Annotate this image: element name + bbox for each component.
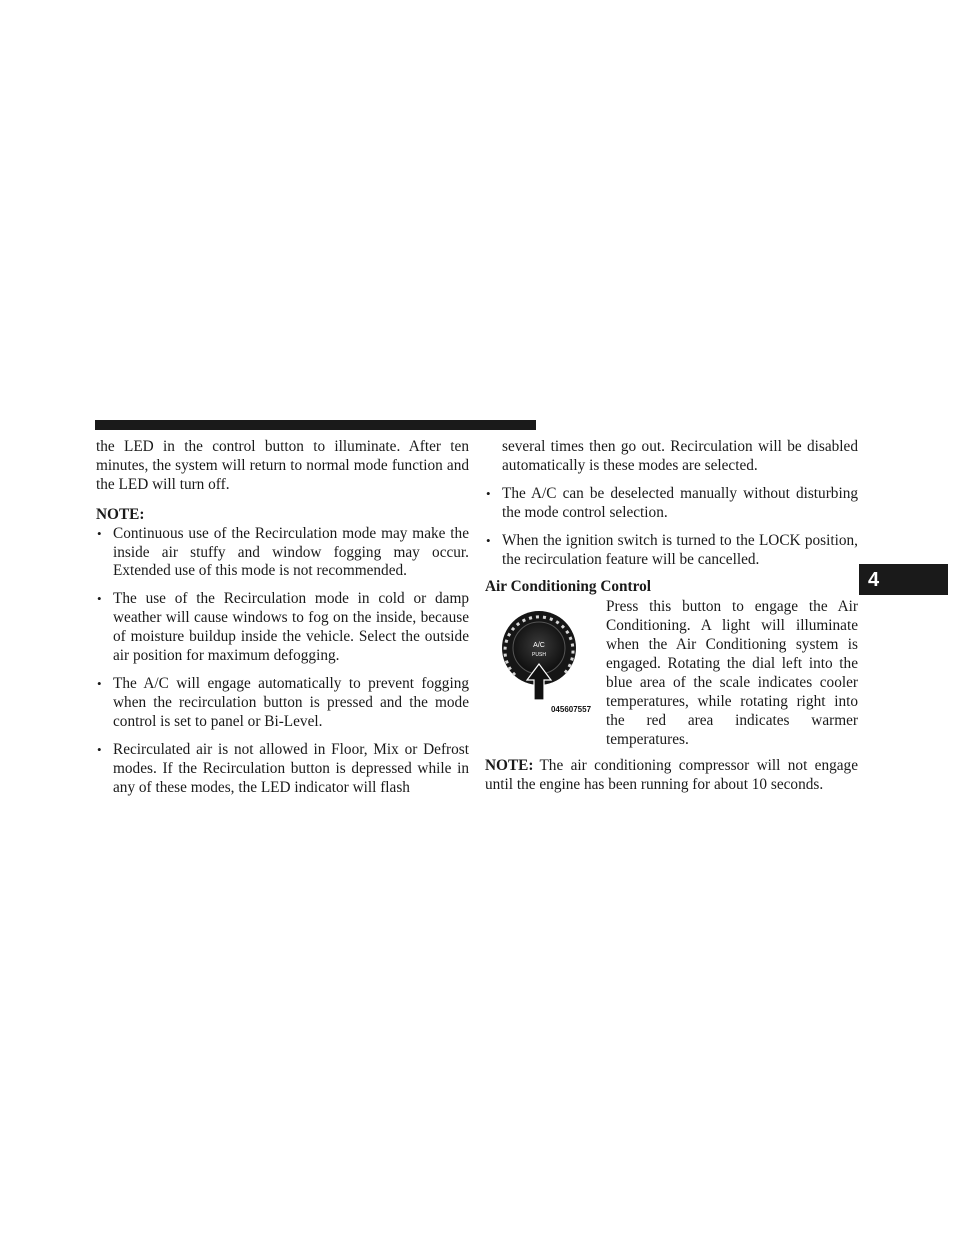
- header-rule: [95, 420, 536, 430]
- ac-dial-figure: [485, 600, 600, 717]
- right-bullet-list: [485, 485, 858, 570]
- bullet-item: • Recirculated air is not allowed in Floor, Mix or Defrost modes. If the Recirculation button is depressed while in any of these modes, the LED indicator will flash: [96, 741, 469, 798]
- figure-code: 045607557: [550, 705, 592, 715]
- ac-button-label: A/C: [533, 642, 545, 650]
- ac-description: Press this button to engage the Air Conditioning. A light will illuminate when the Air Conditioning system is engaged. Rotating the dial left into the blue area of the scale indicates cooler temperatures, while rotating right into the red area indicates warmer temperatures.: [606, 598, 858, 748]
- ac-control-block: [485, 598, 858, 748]
- bullet-item: • The A/C will engage automatically to prevent fogging when the recirculation button is pressed and the mode control is set to panel or Bi-Level.: [96, 675, 469, 732]
- bullet-item: • The use of the Recirculation mode in cold or damp weather will cause windows to fog on the inside, because of moisture buildup inside the vehicle. Select the outside air position for maximum defogging.: [96, 590, 469, 666]
- continued-bullet-text: several times then go out. Recirculation will be disabled automatically is these modes are selected.: [502, 438, 858, 474]
- ac-note: [485, 757, 858, 795]
- bullet-item: • When the ignition switch is turned to the LOCK position, the recirculation feature will be cancelled.: [485, 532, 858, 570]
- left-column: [96, 438, 469, 806]
- section-title: Air Conditioning Control: [485, 578, 652, 596]
- note-text: The air conditioning compressor will not engage until the engine has been running for about 10 seconds.: [485, 757, 858, 794]
- push-label: PUSH: [532, 652, 546, 659]
- bullet-item: • Continuous use of the Recirculation mode may make the inside air stuffy and window fogging may occur. Extended use of this mode is not recommended.: [96, 525, 469, 582]
- chapter-number: 4: [868, 569, 880, 591]
- note-label: NOTE:: [485, 757, 534, 775]
- note-label: NOTE:: [96, 505, 145, 523]
- intro-paragraph: the LED in the control button to illuminate. After ten minutes, the system will return to normal mode function and the LED will turn off.: [96, 438, 469, 493]
- note-bullet-list: [96, 525, 469, 798]
- chapter-tab: [859, 564, 948, 595]
- bullet-item: • The A/C can be deselected manually without disturbing the mode control selection.: [485, 485, 858, 523]
- right-column: [485, 438, 858, 795]
